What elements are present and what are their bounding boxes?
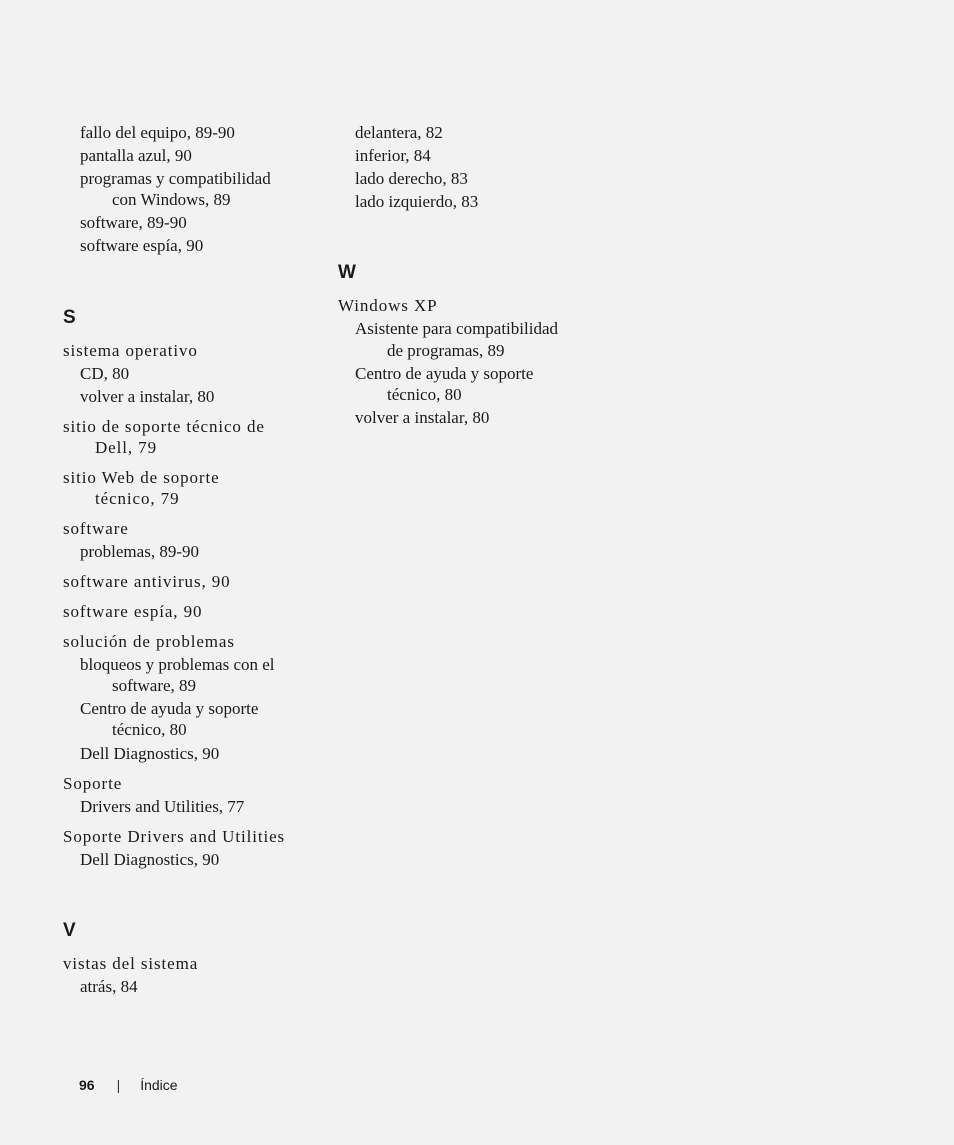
index-entry-main: software — [63, 519, 129, 538]
index-entry: Dell Diagnostics, 90 — [80, 850, 220, 869]
index-entry: Asistente para compatibilidad — [355, 319, 558, 338]
section-letter-w: W — [338, 262, 356, 283]
index-entry-main: Soporte — [63, 774, 123, 793]
index-entry-main: software antivirus, 90 — [63, 572, 231, 591]
index-entry: problemas, 89-90 — [80, 542, 199, 561]
index-entry: Centro de ayuda y soporte — [355, 364, 534, 383]
section-letter-s: S — [63, 307, 76, 328]
footer-section-title: Índice — [140, 1077, 178, 1093]
footer-separator: | — [116, 1077, 121, 1093]
index-entry: Drivers and Utilities, 77 — [80, 797, 245, 816]
index-entry: inferior, 84 — [355, 146, 431, 165]
index-entry: programas y compatibilidad — [80, 169, 271, 188]
index-entry: Centro de ayuda y soporte — [80, 699, 259, 718]
index-entry-main: vistas del sistema — [63, 954, 199, 973]
index-entry-continuation: técnico, 80 — [112, 720, 187, 739]
index-entry: fallo del equipo, 89-90 — [80, 123, 235, 142]
index-entry-main: sistema operativo — [63, 341, 198, 360]
index-entry-main: sitio de soporte técnico de — [63, 417, 265, 436]
index-entry: Dell Diagnostics, 90 — [80, 744, 220, 763]
index-entry-continuation: técnico, 80 — [387, 385, 462, 404]
index-entry-continuation: técnico, 79 — [95, 489, 180, 508]
page-footer — [79, 1077, 178, 1093]
index-entry: volver a instalar, 80 — [355, 408, 490, 427]
index-entry-main: solución de problemas — [63, 632, 235, 651]
index-entry: bloqueos y problemas con el — [80, 655, 275, 674]
page-number: 96 — [79, 1077, 95, 1093]
index-entry-continuation: de programas, 89 — [387, 341, 505, 360]
index-entry-continuation: software, 89 — [112, 676, 197, 695]
index-entry-continuation: con Windows, 89 — [112, 190, 231, 209]
index-entry: volver a instalar, 80 — [80, 387, 215, 406]
index-entry-main: software espía, 90 — [63, 602, 203, 621]
index-entry: pantalla azul, 90 — [80, 146, 192, 165]
index-entry: atrás, 84 — [80, 977, 138, 996]
section-letter-v: V — [63, 920, 76, 941]
index-entry-continuation: Dell, 79 — [95, 438, 157, 457]
index-entry-main: Soporte Drivers and Utilities — [63, 827, 286, 846]
index-entry: software, 89-90 — [80, 213, 187, 232]
index-entry: delantera, 82 — [355, 123, 443, 142]
index-entry-main: Windows XP — [338, 296, 438, 315]
index-entry: software espía, 90 — [80, 236, 204, 255]
index-entry-main: sitio Web de soporte — [63, 468, 220, 487]
index-entry: lado izquierdo, 83 — [355, 192, 479, 211]
index-entry: lado derecho, 83 — [355, 169, 468, 188]
index-entry: CD, 80 — [80, 364, 130, 383]
